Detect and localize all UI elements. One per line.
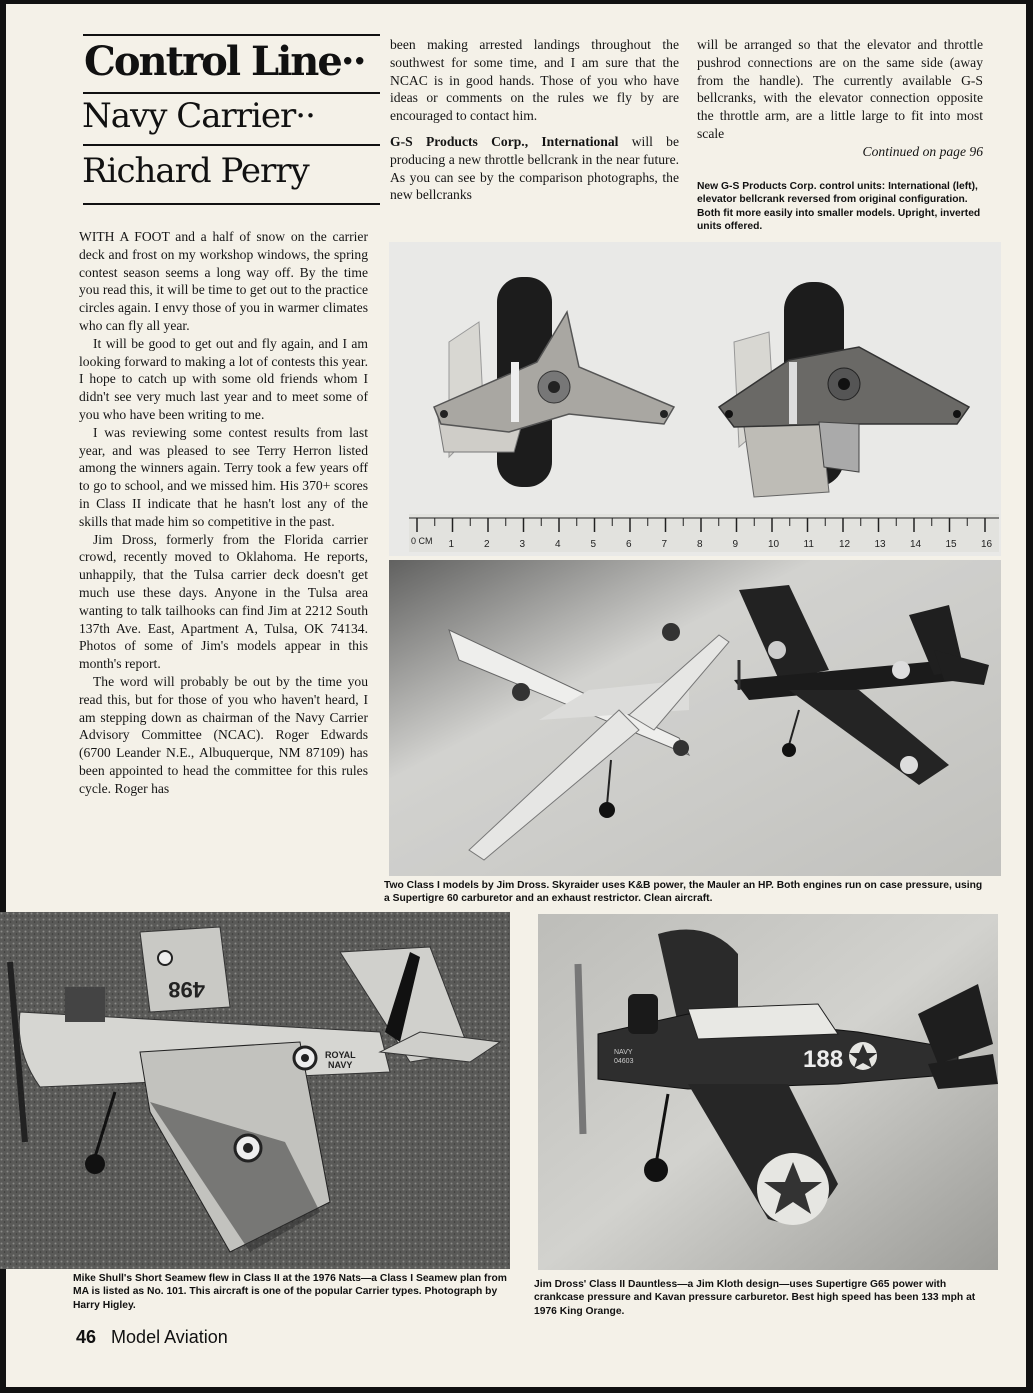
ruler-tick-label: 13: [874, 539, 886, 550]
section-title: Control Line··: [84, 38, 365, 85]
company-name: G-S Products Corp., International: [390, 133, 619, 149]
caption-dauntless: Jim Dross' Class II Dauntless—a Jim Kloth design—uses Supertigre G65 power with crankcase pressure and Kavan pressure carburetor. Best high speed has been 133 mph at 1976 King Orange.: [534, 1279, 976, 1317]
section-subtitle: Navy Carrier··: [82, 96, 315, 136]
paragraph: I was reviewing some contest results from last year, and was pleased to see Terry Herron listed among the winners again. Terry took a few years off to go to school, and we missed him. His 370+ scores in Class II indicate that he hasn't lost any of the skills that made him so competitive in the past.: [79, 424, 368, 529]
paragraph: will be arranged so that the elevator and throttle pushrod connections are on the same side (away from the handle). The currently available G-S bellcranks, with the elevator connection opposite the throttle arm, are a little large to fit into most scale: [697, 37, 983, 141]
continued-note: Continued on page 96: [862, 143, 983, 159]
ruler-tick-label: 5: [590, 539, 597, 550]
page-footer: [76, 1327, 228, 1348]
dauntless-marking: NAVY: [614, 1049, 633, 1056]
article-column-2: [390, 36, 679, 204]
caption-seamew: Mike Shull's Short Seamew flew in Class II at the 1976 Nats—a Class I Seamew plan from MA is listed as No. 101. This aircraft is one of the popular Carrier types. Photograph by Harry Higley.: [73, 1273, 507, 1311]
ruler-label: 0 CM: [411, 536, 433, 546]
paragraph: The word will probably be out by the time you read this, but for those of you who haven't heard, I am stepping down as chairman of the Navy Carrier Advisory Committee (NCAC). Roger Edwards (6700 Leander N.E., Albuquerque, NM 87109) has been appointed to head the committee for this rules cycle. Roger has: [79, 673, 368, 796]
author-name: Richard Perry: [82, 151, 309, 191]
ruler-tick-label: 15: [945, 539, 957, 550]
ruler-tick-label: 6: [626, 539, 632, 550]
magazine-page: [6, 4, 1026, 1387]
photo-seamew: [0, 912, 510, 1269]
seamew-marking: ROYAL: [325, 1050, 356, 1060]
seamew-marking: NAVY: [328, 1060, 353, 1070]
paragraph: Jim Dross, formerly from the Florida carrier crowd, recently moved to Oklahoma. He reports, unhappily, that the Tulsa carrier deck doesn't get much use these days. Anyone in the Tulsa area wanting to talk tailhooks can find Jim at 2212 South 137th Ave. East, Apartment A, Tulsa, OK 74134. Photos of some of Jim's models appear in this month's report.: [79, 531, 368, 672]
ruler-tick-label: 16: [981, 539, 993, 550]
ruler-tick-label: 2: [484, 539, 490, 550]
caption-class1: Two Class I models by Jim Dross. Skyraider uses K&B power, the Mauler an HP. Both engines run on case pressure, using a Supertigre 60 carburetor and an exhaust restrictor. Clean aircraft.: [384, 880, 983, 905]
article-column-3: [697, 36, 983, 161]
ruler-tick-label: 1: [448, 539, 455, 550]
ruler-tick-label: 10: [768, 539, 780, 550]
ruler-tick-label: 8: [697, 539, 703, 550]
header-rule: [83, 144, 380, 146]
ruler-tick-label: 4: [555, 539, 561, 550]
header-rule-top: [83, 34, 380, 36]
paragraph: [390, 133, 679, 204]
header-rule: [83, 92, 380, 94]
magazine-name: Model Aviation: [111, 1327, 228, 1347]
ruler-tick-label: 7: [661, 539, 668, 550]
dauntless-number: 188: [803, 1046, 844, 1073]
header-rule-bottom: [83, 203, 380, 205]
caption-bellcrank: New G-S Products Corp. control units: International (left), elevator bellcrank reversed from original configuration. Both fit more easily into smaller models. Upright, inverted units offered.: [697, 181, 981, 233]
ruler-tick-label: 3: [519, 539, 526, 550]
paragraph-text: will be producing a new throttle bellcrank in the near future. As you can see by the comparison photographs, the new bellcranks: [390, 133, 679, 203]
paragraph: been making arrested landings throughout the southwest for some time, and I am sure that the NCAC is in good hands. Those of you who have ideas or comments on the rules we fly by are encouraged to contact him.: [390, 37, 679, 124]
article-column-1: [79, 228, 368, 798]
photo-dauntless: [538, 914, 998, 1270]
ruler-tick-label: 12: [839, 539, 851, 550]
paragraph: It will be good to get out and fly again, and I am looking forward to making a lot of contests this year. I hope to catch up with some old friends whom I didn't see very much last year and to meet some of you who have been writing to me.: [79, 335, 368, 422]
ruler-tick-label: 11: [803, 539, 814, 550]
seamew-fuselage-code: 498: [168, 977, 205, 1002]
photo-class1-models: [389, 560, 1001, 876]
ruler-tick-label: 14: [910, 539, 922, 550]
page-number: 46: [76, 1327, 97, 1347]
paragraph: WITH A FOOT and a half of snow on the carrier deck and frost on my workshop windows, the spring contest season seems a long way off. By the time you read this, it will be time to get out to the practice circles again. I envy those of you in warmer climates who can fly all year.: [79, 229, 368, 333]
photo-bellcranks: [389, 242, 1001, 556]
dauntless-serial: 04603: [614, 1058, 634, 1065]
ruler-tick-label: 9: [732, 539, 739, 550]
